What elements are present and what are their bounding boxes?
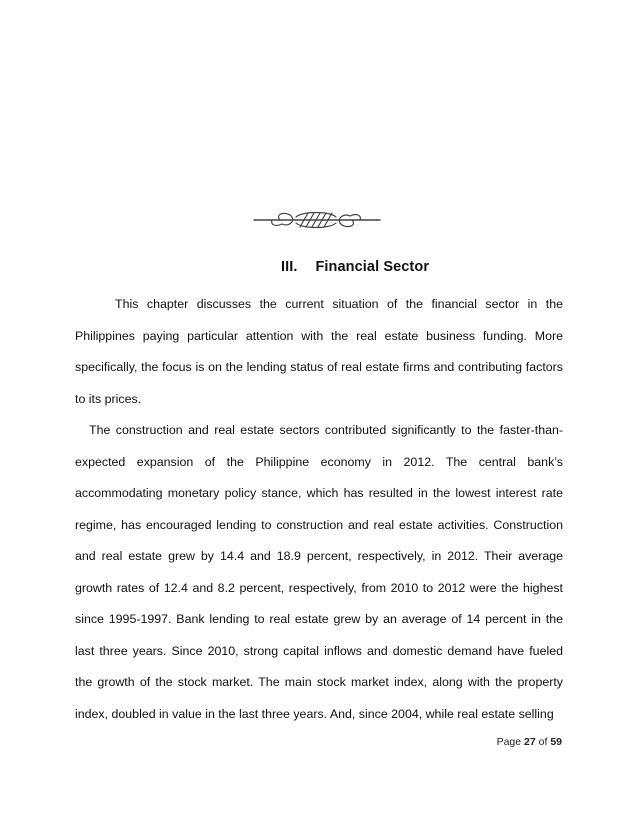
paragraph: The construction and real estate sectors contributed significantly to the faster-than-expected expansion of the Philippine economy in 2012. The central bank’s accommodating monetary policy stance, which has resulted in the lowest interest rate regime, has encouraged lending to construction and real estate activities. Construction and real estate grew by 14.4 and 18.9 percent, respectively, in 2012. Their average growth rates of 12.4 and 8.2 percent, respectively, from 2010 to 2012 were the highest since 1995-1997. Bank lending to real estate grew by an average of 14 percent in the last three years. Since 2010, strong capital inflows and domestic demand have fueled the growth of the stock market. The main stock market index, along with the property index, doubled in value in the last three years. And, since 2004, while real estate selling [75,423,563,721]
page-footer [497,736,562,748]
chapter-title: Financial Sector [315,259,430,275]
chapter-heading [0,259,638,275]
page-number: 27 [524,736,536,748]
page-label: Page [496,736,522,748]
body-text [75,289,563,730]
chapter-number: III. [280,259,298,275]
paragraph: This chapter discusses the current situation of the financial sector in the Philippines paying particular attention with the real estate business funding. More specifically, the focus is on the lending status of real estate firms and contributing factors to its prices. [75,297,563,406]
of-label: of [538,736,548,748]
scroll-divider-icon [252,205,382,235]
total-pages: 59 [550,736,562,748]
